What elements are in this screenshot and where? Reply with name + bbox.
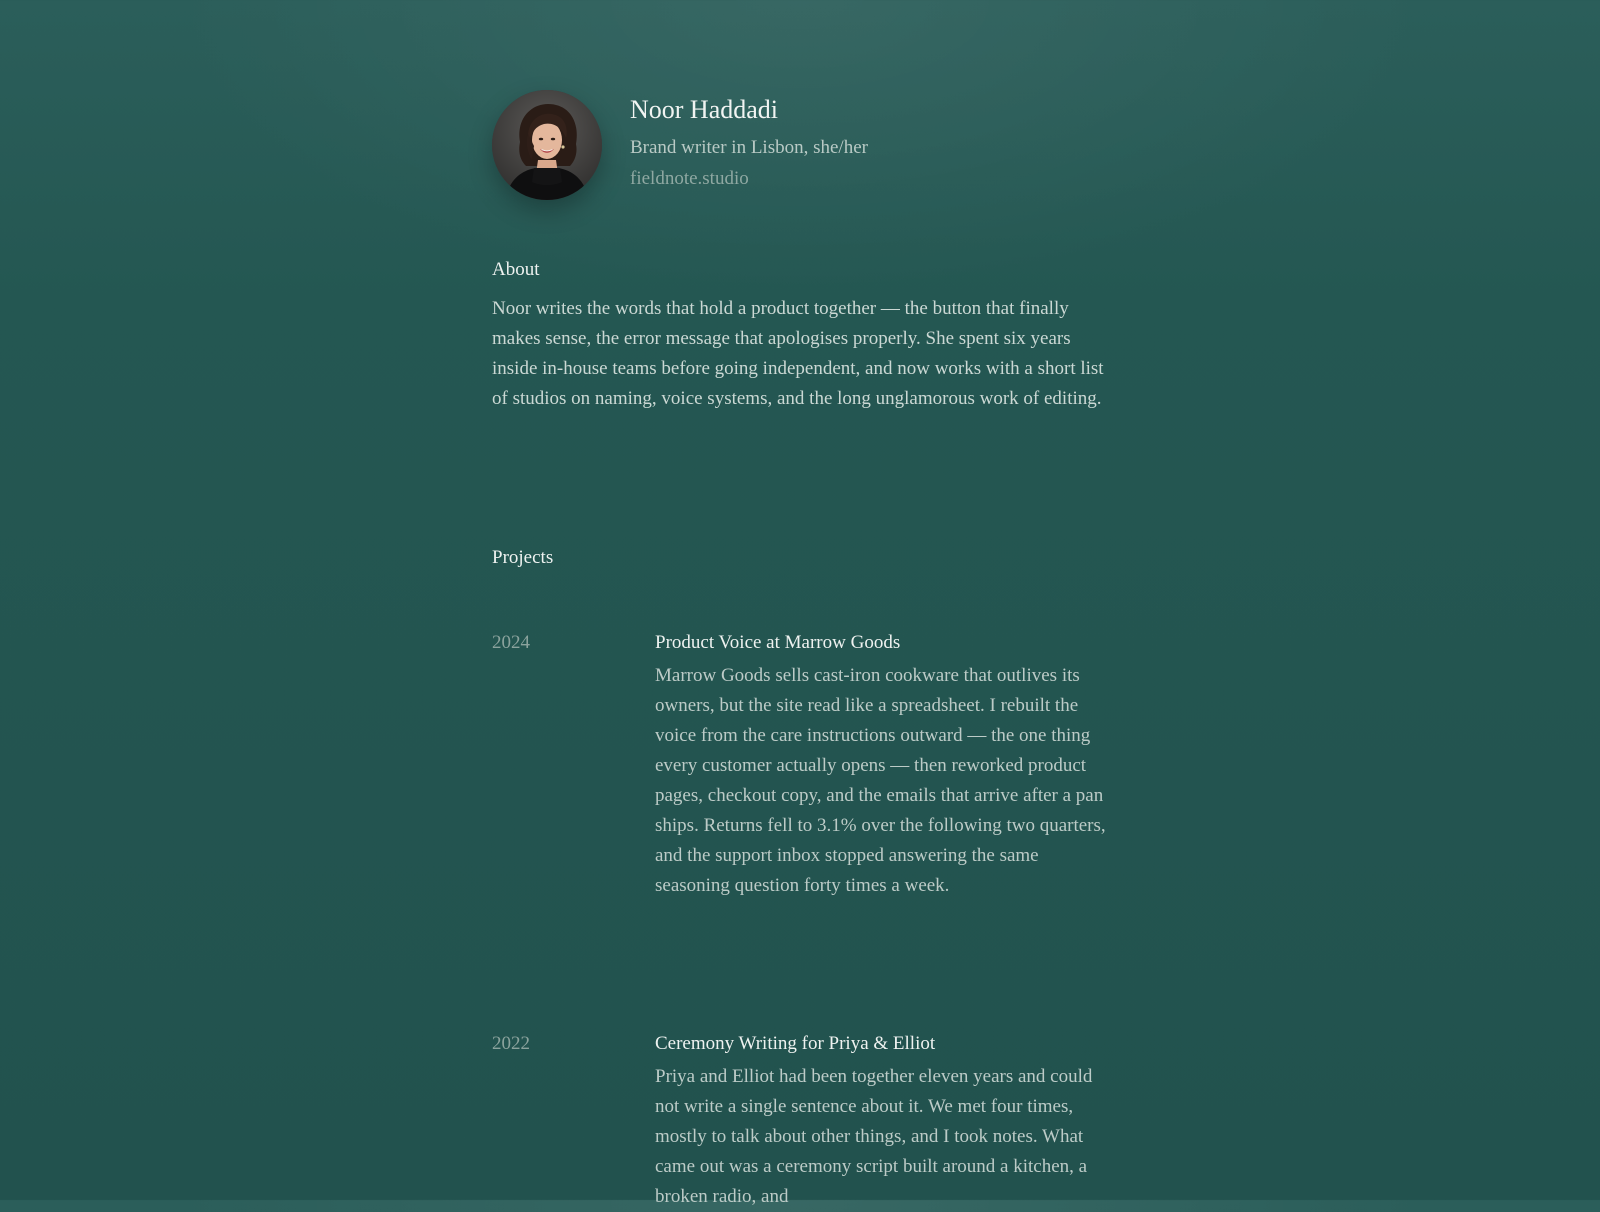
project-year: 2024 [492, 632, 530, 653]
profile-tagline: Brand writer in Lisbon, she/her [630, 137, 868, 158]
avatar-portrait-icon [492, 90, 602, 200]
project-description: Priya and Elliot had been together eleven years and could not write a single sentence about it. We met four times, mostly to talk about other things, and I took notes. What came out was a ceremony script built around a kitchen, a broken radio, and [655, 1066, 1093, 1207]
about-body: Noor writes the words that hold a product together — the button that finally makes sense, the error message that apologises properly. She spent six years inside in-house teams before going independent, and now works with a short list of studios on naming, voice systems, and the long unglamorous work of editing. [492, 298, 1104, 409]
project-title: Product Voice at Marrow Goods [655, 632, 901, 653]
website-link[interactable]: fieldnote.studio [630, 168, 749, 189]
profile-identity [630, 90, 1110, 191]
profile-header [492, 90, 1112, 202]
project-title: Ceremony Writing for Priya & Elliot [655, 1033, 936, 1054]
project-description: Marrow Goods sells cast-iron cookware that outlives its owners, but the site read like a spreadsheet. I rebuilt the voice from the care instructions outward — the one thing every customer actually opens — then reworked product pages, checkout copy, and the emails that arrive after a pan ships. Returns fell to 3.1% over the following two quarters, and the support inbox stopped answering the same seasoning question forty times a week. [655, 665, 1106, 896]
project-year: 2022 [492, 1033, 530, 1054]
projects-heading: Projects [492, 547, 554, 568]
profile-name: Noor Haddadi [630, 95, 779, 124]
project-content [655, 1032, 1113, 1212]
avatar [492, 90, 602, 200]
project-content [655, 631, 1113, 901]
about-heading: About [492, 259, 540, 280]
